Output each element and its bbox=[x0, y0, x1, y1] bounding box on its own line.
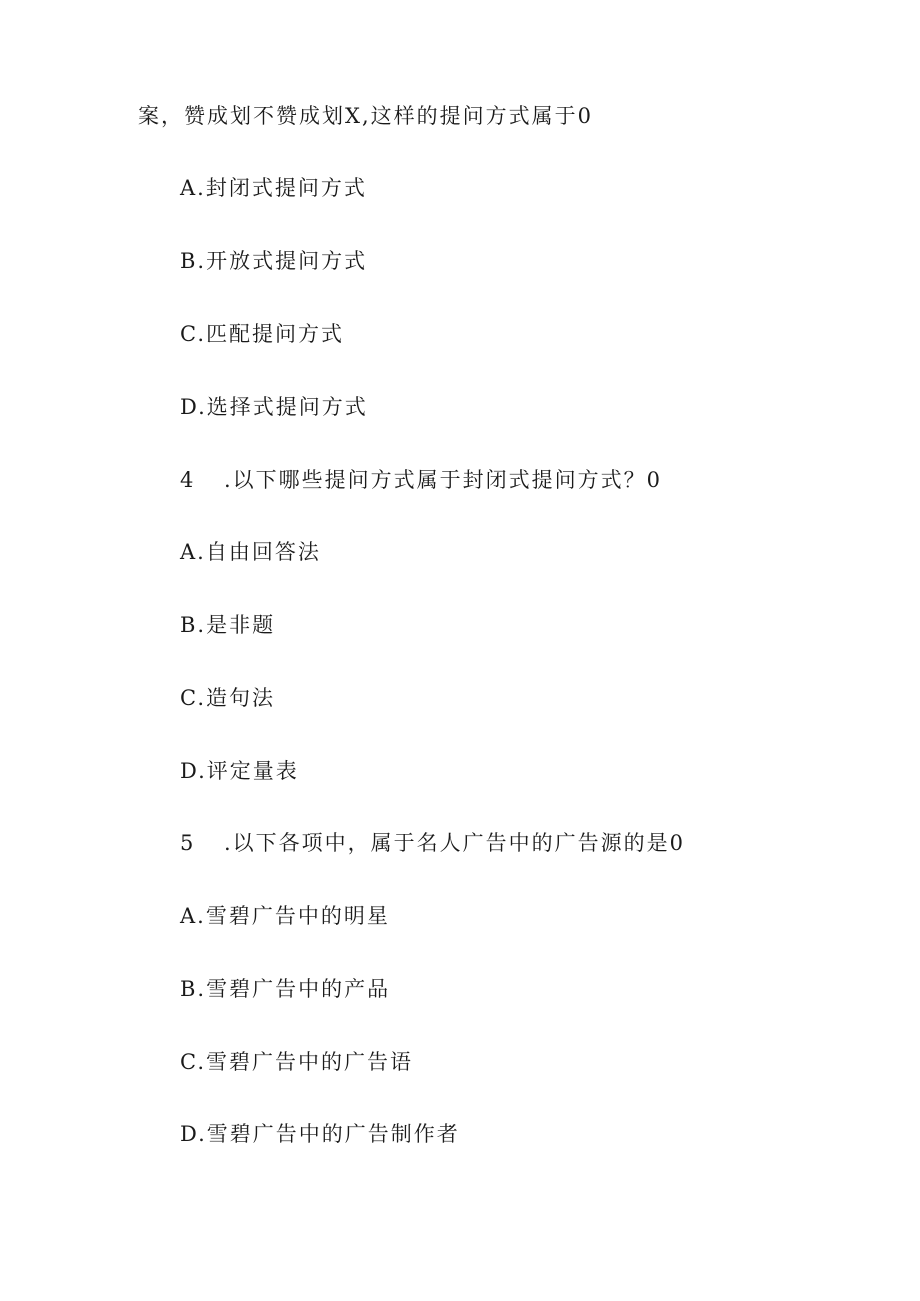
question-5-option-c: C.雪碧广告中的广告语 bbox=[180, 1050, 413, 1074]
question-4-text: .以下哪些提问方式属于封闭式提问方式？0 bbox=[224, 468, 663, 492]
question-4-stem bbox=[180, 467, 662, 493]
question-5-option-b: B.雪碧广告中的产品 bbox=[180, 977, 391, 1001]
question-3-option-b: B.开放式提问方式 bbox=[180, 249, 368, 273]
question-3-stem-continuation: 案，赞成划不赞成划X,这样的提问方式属于0 bbox=[138, 104, 593, 128]
question-5-option-a: A.雪碧广告中的明星 bbox=[180, 904, 390, 928]
question-5-option-d: D.雪碧广告中的广告制作者 bbox=[180, 1122, 460, 1146]
question-4-option-a: A.自由回答法 bbox=[180, 540, 321, 564]
question-5-stem bbox=[180, 830, 685, 856]
question-5-text: .以下各项中，属于名人广告中的广告源的是0 bbox=[224, 831, 686, 855]
question-5-number: 5 bbox=[180, 831, 196, 855]
question-3-option-d: D.选择式提问方式 bbox=[180, 395, 368, 419]
question-4-number: 4 bbox=[180, 468, 196, 492]
question-4-option-b: B.是非题 bbox=[180, 613, 276, 637]
question-3-option-c: C.匹配提问方式 bbox=[180, 322, 344, 346]
question-4-option-c: C.造句法 bbox=[180, 686, 275, 710]
question-4-option-d: D.评定量表 bbox=[180, 759, 299, 783]
question-3-option-a: A.封闭式提问方式 bbox=[180, 176, 367, 200]
